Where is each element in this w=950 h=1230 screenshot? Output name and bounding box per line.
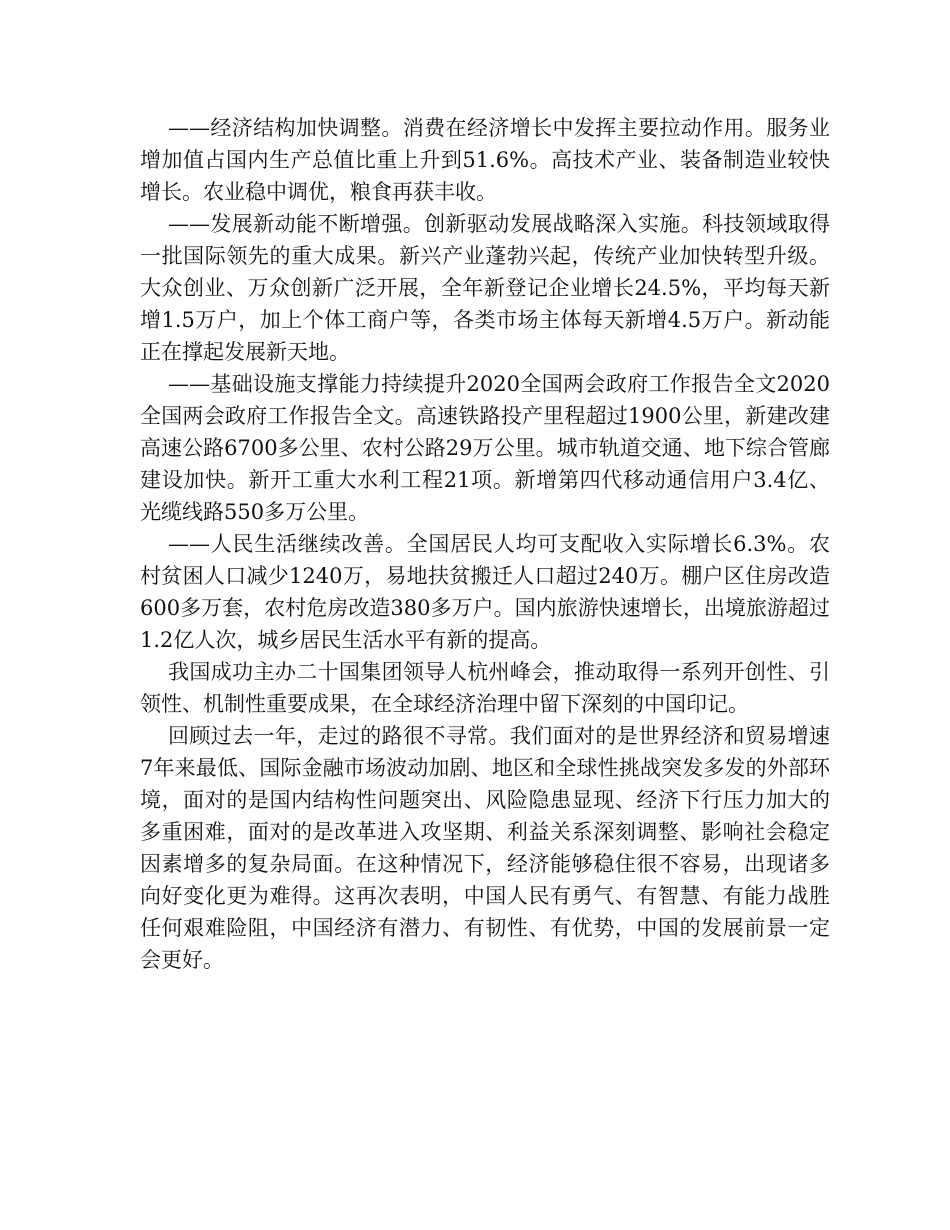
paragraph-economic-structure: ——经济结构加快调整。消费在经济增长中发挥主要拉动作用。服务业增加值占国内生产总值比重上升到51.6%。高技术产业、装备制造业较快增长。农业稳中调优，粮食再获丰收。 [140,116,830,204]
paragraph-review: 回顾过去一年，走过的路很不寻常。我们面对的是世界经济和贸易增速7年来最低、国际金融市场波动加剧、地区和全球性挑战突发多发的外部环境，面对的是国内结构性问题突出、风险隐患显现、经济下行压力加大的多重困难，面对的是改革进入攻坚期、利益关系深刻调整、影响社会稳定因素增多的复杂局面。在这种情况下，经济能够稳住很不容易，出现诸多向好变化更为难得。这再次表明，中国人民有勇气、有智慧、有能力战胜任何艰难险阻，中国经济有潜力、有韧性、有优势，中国的发展前景一定会更好。 [140,724,830,972]
paragraph-new-momentum: ——发展新动能不断增强。创新驱动发展战略深入实施。科技领域取得一批国际领先的重大成果。新兴产业蓬勃兴起，传统产业加快转型升级。大众创业、万众创新广泛开展，全年新登记企业增长24.5%，平均每天新增1.5万户，加上个体工商户等，各类市场主体每天新增4.5万户。新动能正在撑起发展新天地。 [140,212,830,364]
document-body [140,112,830,976]
paragraph-infrastructure: ——基础设施支撑能力持续提升2020全国两会政府工作报告全文2020全国两会政府工作报告全文。高速铁路投产里程超过1900公里，新建改建高速公路6700多公里、农村公路29万公里。城市轨道交通、地下综合管廊建设加快。新开工重大水利工程21项。新增第四代移动通信用户3.4亿、光缆线路550多万公里。 [140,372,830,524]
paragraph-living-standards: ——人民生活继续改善。全国居民人均可支配收入实际增长6.3%。农村贫困人口减少1240万，易地扶贫搬迁人口超过240万。棚户区住房改造600多万套，农村危房改造380多万户。国内旅游快速增长，出境旅游超过1.2亿人次，城乡居民生活水平有新的提高。 [140,532,830,652]
paragraph-g20-summit: 我国成功主办二十国集团领导人杭州峰会，推动取得一系列开创性、引领性、机制性重要成果，在全球经济治理中留下深刻的中国印记。 [140,660,830,716]
